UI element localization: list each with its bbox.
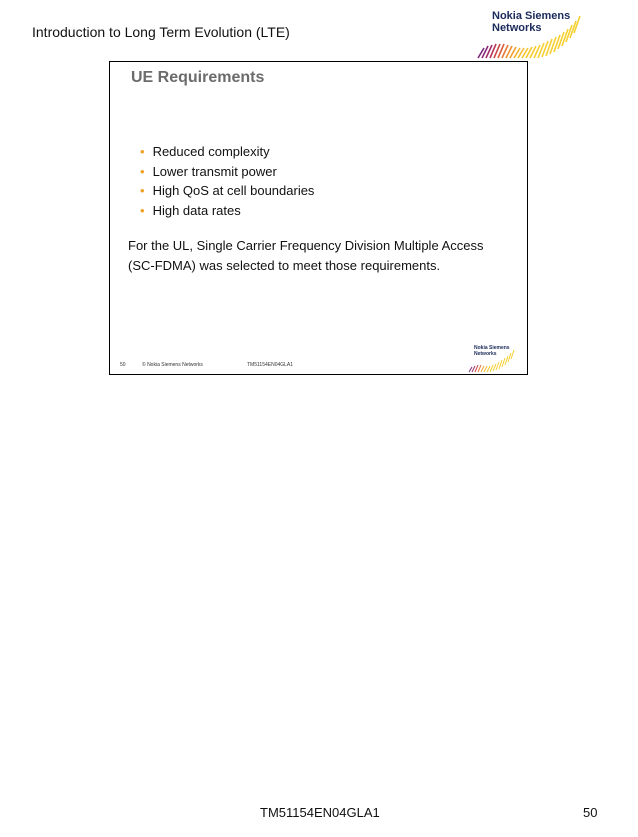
bullet-item: • High QoS at cell boundaries [140,183,315,198]
bullet-item: • High data rates [140,202,241,218]
bullet-dot-icon: • [140,144,145,159]
slide-copyright: © Nokia Siemens Networks [142,362,203,368]
bullet-item: • Lower transmit power [140,163,277,179]
slide-logo-line-1: Nokia Siemens [474,345,510,351]
bullet-dot-icon: • [140,183,145,198]
slide-number: 50 [120,362,126,368]
slide-frame [109,61,528,375]
logo-line-1: Nokia Siemens [492,10,571,22]
logo-line-2: Networks [492,22,542,34]
page-footer-code: TM51154EN04GLA1 [260,805,380,820]
bullet-dot-icon: • [140,163,145,179]
slide-doc-code: TM51154EN04GLA1 [247,362,294,368]
slide-title: UE Requirements [131,69,265,86]
page-number: 50 [583,805,598,820]
document-header-title: Introduction to Long Term Evolution (LTE) [32,24,290,40]
logo-brand-text [492,10,570,34]
body-line-1: For the UL, Single Carrier Frequency Division Multiple Access [128,238,484,253]
bullet-list [140,142,314,220]
slide-logo-brand-text [474,345,510,357]
slide-nsn-logo-icon [465,345,525,373]
bullet-dot-icon: • [140,202,145,218]
slide-logo-line-2: Networks [474,351,497,357]
slide-body-text [128,236,523,276]
bullet-item: • Reduced complexity [140,144,270,159]
nsn-logo-icon [470,8,590,60]
body-line-2: (SC-FDMA) was selected to meet those requirements. [128,258,441,273]
